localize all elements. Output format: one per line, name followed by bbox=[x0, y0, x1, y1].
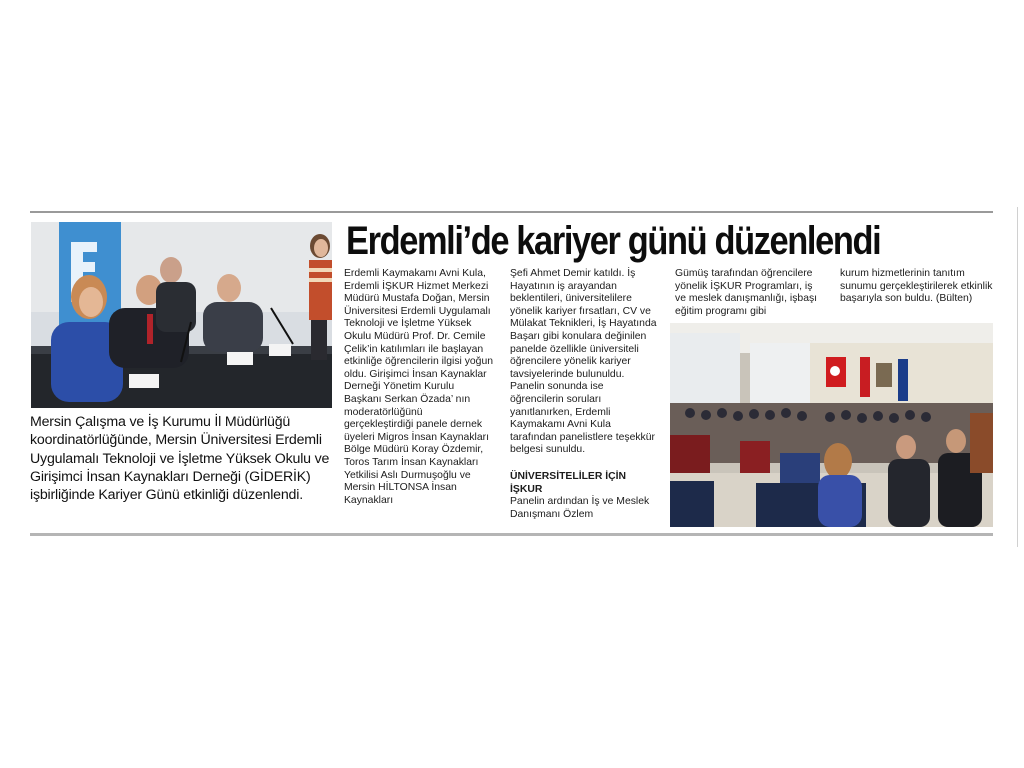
column-2-text: Şefi Ahmet Demir katıldı. İş Hayatının iş arayandan beklentileri, üniversitelilere yönelik kariyer fırsatları, CV ve Mülakat Teknikleri, İş Hayatında Başarı gibi konulara değinilen panelde özellikle üniversiteli öğrencilere yönelik kariyer tavsiyelerinde bulunuldu. Panelin sonunda ise öğrencilerin soruları yanıtlanırken, Erdemli Kaymakamı Avni Kula tarafından panelistlere teşekkür belgesi sunuldu. bbox=[510, 268, 657, 456]
page-edge-line bbox=[1017, 207, 1018, 547]
article-headline: Erdemli’de kariyer günü düzenlendi bbox=[346, 219, 881, 263]
article-column-1 bbox=[344, 268, 494, 507]
audience-photo bbox=[670, 323, 993, 527]
audience-photo-image bbox=[670, 323, 993, 527]
article-column-2 bbox=[510, 268, 660, 521]
bottom-rule bbox=[30, 533, 993, 536]
article-column-4 bbox=[840, 268, 995, 306]
column-3-text: Gümüş tarafından öğrencilere yönelik İŞKUR Programları, iş ve meslek danışmanlığı, işbaşı eğitim programı gibi bbox=[675, 268, 818, 317]
photo-caption: Mersin Çalışma ve İş Kurumu İl Müdürlüğü koordinatörlüğünde, Mersin Üniversitesi Erdemli Uygulamalı Teknoloji ve İşletme Yüksek Okulu ve Girişimci İnsan Kaynakları Derneği (GİDERİK) işbirliğinde Kariyer Günü etkinliği düzenlendi. bbox=[30, 414, 330, 504]
column-4-text: kurum hizmetlerinin tanıtım sunumu gerçekleştirilerek etkinlik başarıyla son buldu. (Bülten) bbox=[840, 268, 993, 305]
article-subheading: ÜNİVERSİTELİLER İÇİN İŞKUR bbox=[510, 470, 627, 495]
panel-photo-image bbox=[31, 222, 332, 408]
column-1-text: Erdemli Kaymakamı Avni Kula, Erdemli İŞKUR Hizmet Merkezi Müdürü Mustafa Doğan, Mersin Üniversitesi Erdemli Uygulamalı Teknoloji ve İşletme Yüksek Okulu Müdürü Prof. Dr. Cemile Çelik’in katılımları ile başlayan etkinliğe öğrencilerin ilgisi yoğun oldu. Girişimci İnsan Kaynaklar Derneği Yönetim Kurulu Başkanı Serkan Özada’ nın moderatörlüğünü gerçekleştirdiği panele dernek üyeleri Migros İnsan Kaynakları Bölge Müdürü Koray Özdemir, Toros Tarım İnsan Kaynakları Yetkilisi Aslı Durmuşoğlu ve Mersin HİLTONSA İnsan Kaynakları bbox=[344, 268, 494, 506]
article-column-3 bbox=[675, 268, 825, 318]
column-2-continued-text: Panelin ardından İş ve Meslek Danışmanı Özlem bbox=[510, 496, 650, 520]
top-rule bbox=[30, 211, 993, 213]
panel-photo bbox=[31, 222, 332, 408]
